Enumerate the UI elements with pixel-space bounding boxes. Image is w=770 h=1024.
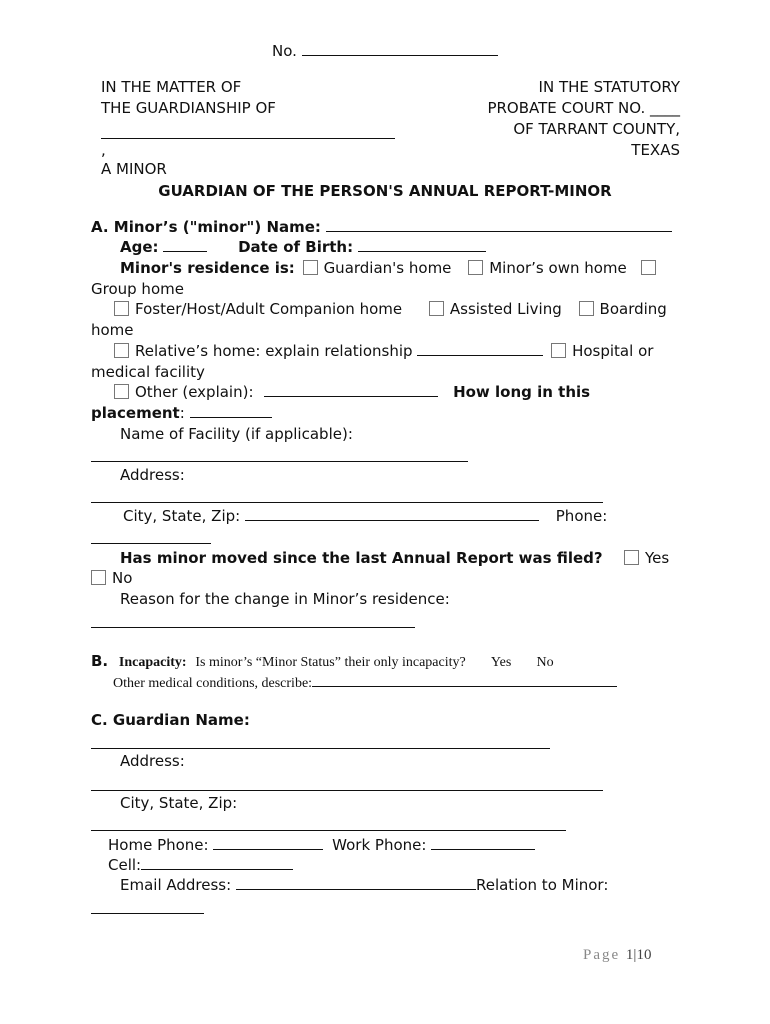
caption-right-line3: OF TARRANT COUNTY, (513, 120, 680, 138)
moved-yes-option (624, 548, 669, 568)
case-number-label: No. (272, 42, 297, 60)
other-conditions-field[interactable] (312, 672, 617, 687)
dob-field[interactable] (358, 237, 486, 252)
residence-row-2 (114, 299, 667, 319)
caption-right-line1: IN THE STATUTORY (538, 78, 680, 96)
residence-row-3 (114, 341, 653, 361)
other-checkbox[interactable] (114, 384, 129, 399)
page-separator: | (633, 947, 637, 963)
residence-phone-field[interactable] (91, 543, 211, 544)
moved-row (120, 548, 603, 568)
how-long-label: How long in this (453, 383, 591, 401)
email-row (120, 875, 608, 895)
cell-field[interactable] (141, 855, 293, 870)
moved-yes-label: Yes (645, 549, 670, 567)
residence-address-field[interactable] (91, 502, 603, 503)
moved-no-checkbox[interactable] (91, 570, 106, 585)
email-field[interactable] (236, 875, 476, 890)
minor-own-home-checkbox[interactable] (468, 260, 483, 275)
cell-label: Cell: (108, 856, 142, 874)
guardian-city-label: City, State, Zip: (120, 794, 238, 812)
page-word: Page (583, 947, 621, 963)
residence-phone-label: Phone: (555, 507, 608, 525)
boarding-label: Boarding (599, 300, 667, 318)
placement-row (91, 403, 272, 423)
reason-label: Reason for the change in Minor’s residence: (120, 590, 450, 608)
minor-name-field[interactable] (326, 217, 672, 232)
caption-left-line1: IN THE MATTER OF (101, 78, 242, 96)
relation-field[interactable] (91, 913, 204, 914)
home-phone-field[interactable] (213, 835, 323, 850)
group-home-label: Group home (91, 280, 184, 298)
work-phone-field[interactable] (431, 835, 535, 850)
relative-home-checkbox[interactable] (114, 343, 129, 358)
age-dob-row (120, 237, 486, 257)
relative-home-label: Relative’s home: explain relationship (135, 342, 413, 360)
work-phone-label: Work Phone: (332, 836, 427, 854)
age-field[interactable] (163, 237, 207, 252)
moved-yes-checkbox[interactable] (624, 550, 639, 565)
section-b-row (91, 651, 554, 673)
case-number-field[interactable] (302, 41, 498, 56)
form-title: GUARDIAN OF THE PERSON'S ANNUAL REPORT-MINOR (158, 182, 612, 200)
residence-address-label: Address: (120, 466, 185, 484)
placement-duration-field[interactable] (190, 403, 272, 418)
guardian-city-field[interactable] (91, 830, 566, 831)
dob-label: Date of Birth: (238, 238, 354, 256)
caption-left-comma: , (101, 141, 106, 159)
section-a-heading (91, 217, 672, 237)
home-phone-label: Home Phone: (108, 836, 209, 854)
hospital-checkbox[interactable] (551, 343, 566, 358)
moved-no-option (91, 568, 132, 588)
guardian-home-label: Guardian's home (323, 259, 452, 277)
residence-city-label: City, State, Zip: (123, 507, 241, 525)
guardian-name-label: C. Guardian Name: (91, 711, 250, 729)
incapacity-label: Incapacity: (118, 655, 187, 670)
relationship-field[interactable] (417, 341, 543, 356)
caption-left-line2: THE GUARDIANSHIP OF (101, 99, 276, 117)
moved-no-label: No (112, 569, 133, 587)
incapacity-question: Is minor’s “Minor Status” their only incapacity? (195, 655, 466, 670)
case-number-row (272, 41, 498, 61)
incapacity-no-option[interactable]: No (507, 655, 525, 670)
guardian-address-label: Address: (120, 752, 185, 770)
reason-field[interactable] (91, 627, 415, 628)
guardian-home-checkbox[interactable] (303, 260, 318, 275)
boarding-checkbox[interactable] (579, 301, 594, 316)
residence-city-row (123, 506, 607, 526)
residence-row-1 (120, 258, 662, 278)
hospital-label-cont: medical facility (91, 363, 205, 381)
page-total: 10 (636, 947, 652, 963)
residence-label: Minor's residence is: (120, 259, 295, 277)
age-label: Age: (120, 238, 159, 256)
relation-label: Relation to Minor: (475, 876, 609, 894)
page-footer (583, 945, 651, 965)
facility-name-field[interactable] (91, 461, 468, 462)
assisted-living-label: Assisted Living (449, 300, 562, 318)
group-home-checkbox[interactable] (641, 260, 656, 275)
caption-right-line2: PROBATE COURT NO. ____ (487, 99, 680, 117)
minor-name-label: A. Minor’s ("minor") Name: (91, 218, 321, 236)
email-label: Email Address: (120, 876, 232, 894)
caption-right-line4: TEXAS (631, 141, 680, 159)
boarding-label-cont: home (91, 321, 134, 339)
other-label: Other (explain): (135, 383, 254, 401)
other-explain-field[interactable] (264, 382, 438, 397)
guardian-name-field[interactable] (91, 748, 550, 749)
incapacity-yes-option[interactable]: Yes (476, 655, 497, 670)
residence-row-4 (114, 382, 590, 402)
caption-left-line3: A MINOR (101, 160, 167, 178)
guardian-address-field[interactable] (91, 790, 603, 791)
placement-colon: : (179, 404, 185, 422)
moved-question: Has minor moved since the last Annual Report was filed? (120, 549, 603, 567)
foster-label: Foster/Host/Adult Companion home (135, 300, 403, 318)
minor-own-home-label: Minor’s own home (489, 259, 627, 277)
section-b-letter: B. (91, 652, 109, 670)
placement-label: placement (91, 404, 180, 422)
other-conditions-label: Other medical conditions, describe: (113, 676, 313, 691)
facility-name-label: Name of Facility (if applicable): (120, 425, 353, 443)
residence-city-field[interactable] (245, 506, 539, 521)
guardian-phone-row (108, 835, 535, 855)
hospital-label: Hospital or (572, 342, 654, 360)
cell-row (108, 855, 293, 875)
ward-name-field[interactable] (101, 138, 395, 139)
foster-checkbox[interactable] (114, 301, 129, 316)
page-current: 1 (625, 947, 634, 963)
assisted-living-checkbox[interactable] (429, 301, 444, 316)
other-conditions-row (113, 672, 617, 694)
